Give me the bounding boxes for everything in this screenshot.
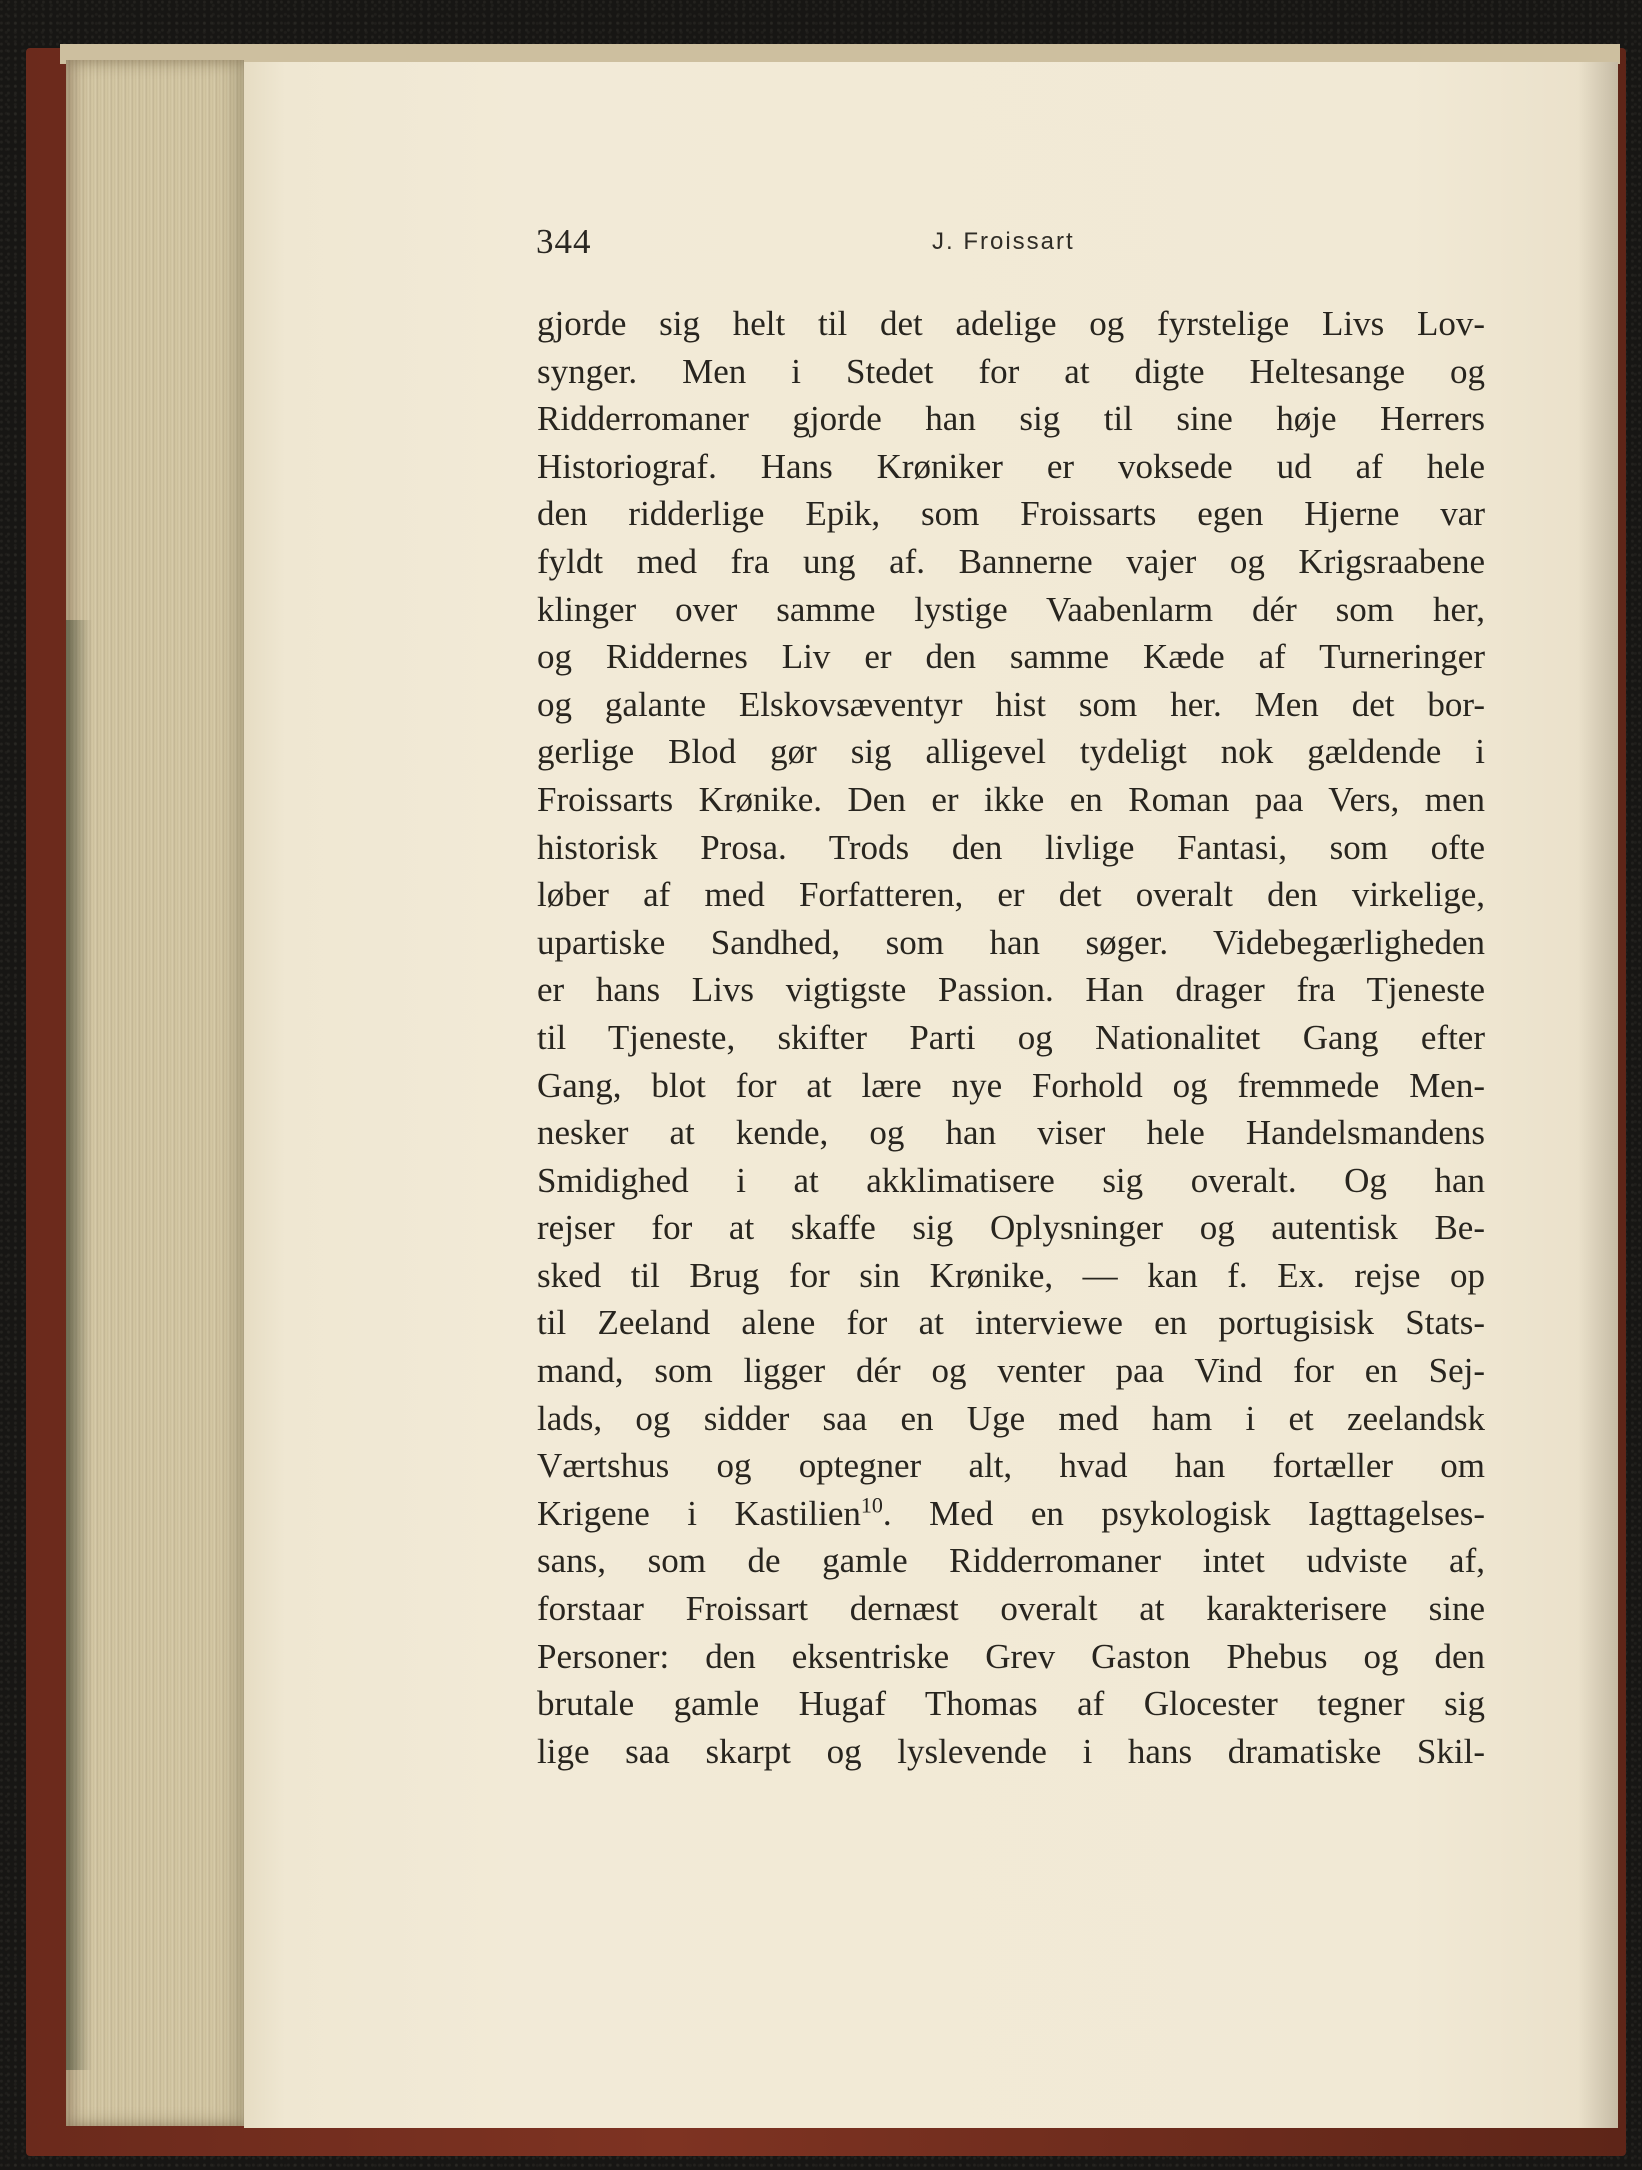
text-line: den ridderlige Epik, som Froissarts egen Hjerne var [537, 494, 1485, 534]
page-number: 344 [536, 222, 592, 261]
text-line: løber af med Forfatteren, er det overalt den virkelige, [537, 875, 1485, 915]
text-line: gerlige Blod gør sig alligevel tydeligt nok gældende i [537, 732, 1485, 772]
book-top-edge [60, 44, 1620, 64]
text-line: forstaar Froissart dernæst overalt at karakterisere sine [537, 1589, 1485, 1629]
text-line: lads, og sidder saa en Uge med ham i et zeelandsk [537, 1398, 1485, 1438]
footnote-reference: 10 [860, 1492, 883, 1518]
text-line: mand, som ligger dér og venter paa Vind for en Sej- [537, 1351, 1485, 1391]
body-text [537, 300, 1485, 1775]
text-segment: Krigene i Kastilien [537, 1493, 861, 1533]
text-line: til Tjeneste, skifter Parti og Nationalitet Gang efter [537, 1017, 1485, 1057]
text-line: er hans Livs vigtigste Passion. Han drager fra Tjeneste [537, 970, 1485, 1010]
text-line: Historiograf. Hans Krøniker er voksede ud af hele [537, 446, 1485, 486]
text-line: sked til Brug for sin Krønike, — kan f. Ex. rejse op [537, 1255, 1485, 1295]
text-line: klinger over samme lystige Vaabenlarm dér som her, [537, 589, 1485, 629]
text-line: Personer: den eksentriske Grev Gaston Phebus og den [537, 1636, 1485, 1676]
text-line: nesker at kende, og han viser hele Handelsmandens [537, 1113, 1485, 1153]
text-line: upartiske Sandhed, som han søger. Videbegærligheden [537, 922, 1485, 962]
running-head [536, 218, 1080, 268]
text-line: Froissarts Krønike. Den er ikke en Roman paa Vers, men [537, 779, 1485, 819]
text-line: og galante Elskovsæventyr hist som her. Men det bor- [537, 684, 1485, 724]
text-line: Smidighed i at akklimatisere sig overalt. Og han [537, 1160, 1485, 1200]
page-gutter-shadow [1578, 62, 1618, 2128]
text-line: Værtshus og optegner alt, hvad han fortæller om [537, 1446, 1485, 1486]
text-line: Gang, blot for at lære nye Forhold og fremmede Men- [537, 1065, 1485, 1105]
text-line: fyldt med fra ung af. Bannerne vajer og Krigsraabene [537, 541, 1485, 581]
text-line-with-footnote [537, 1490, 1485, 1538]
text-segment: . Med en psykologisk Iagttagelses- [882, 1493, 1485, 1533]
text-line: lige saa skarpt og lyslevende i hans dramatiske Skil- [537, 1731, 1485, 1771]
text-line: gjorde sig helt til det adelige og fyrstelige Livs Lov- [537, 304, 1485, 343]
text-line: til Zeeland alene for at interviewe en portugisisk Stats- [537, 1303, 1485, 1343]
text-line: brutale gamle Hugaf Thomas af Glocester tegner sig [537, 1684, 1485, 1724]
running-title: J. Froissart [932, 228, 1075, 255]
text-line: sans, som de gamle Ridderromaner intet udviste af, [537, 1541, 1485, 1581]
text-line: synger. Men i Stedet for at digte Heltesange og [537, 351, 1485, 391]
text-line: Ridderromaner gjorde han sig til sine høje Herrers [537, 399, 1485, 439]
page-edges [66, 60, 244, 2126]
text-line: rejser for at skaffe sig Oplysninger og autentisk Be- [537, 1208, 1485, 1248]
text-line: og Riddernes Liv er den samme Kæde af Turneringer [537, 637, 1485, 677]
text-line: historisk Prosa. Trods den livlige Fantasi, som ofte [537, 827, 1485, 867]
